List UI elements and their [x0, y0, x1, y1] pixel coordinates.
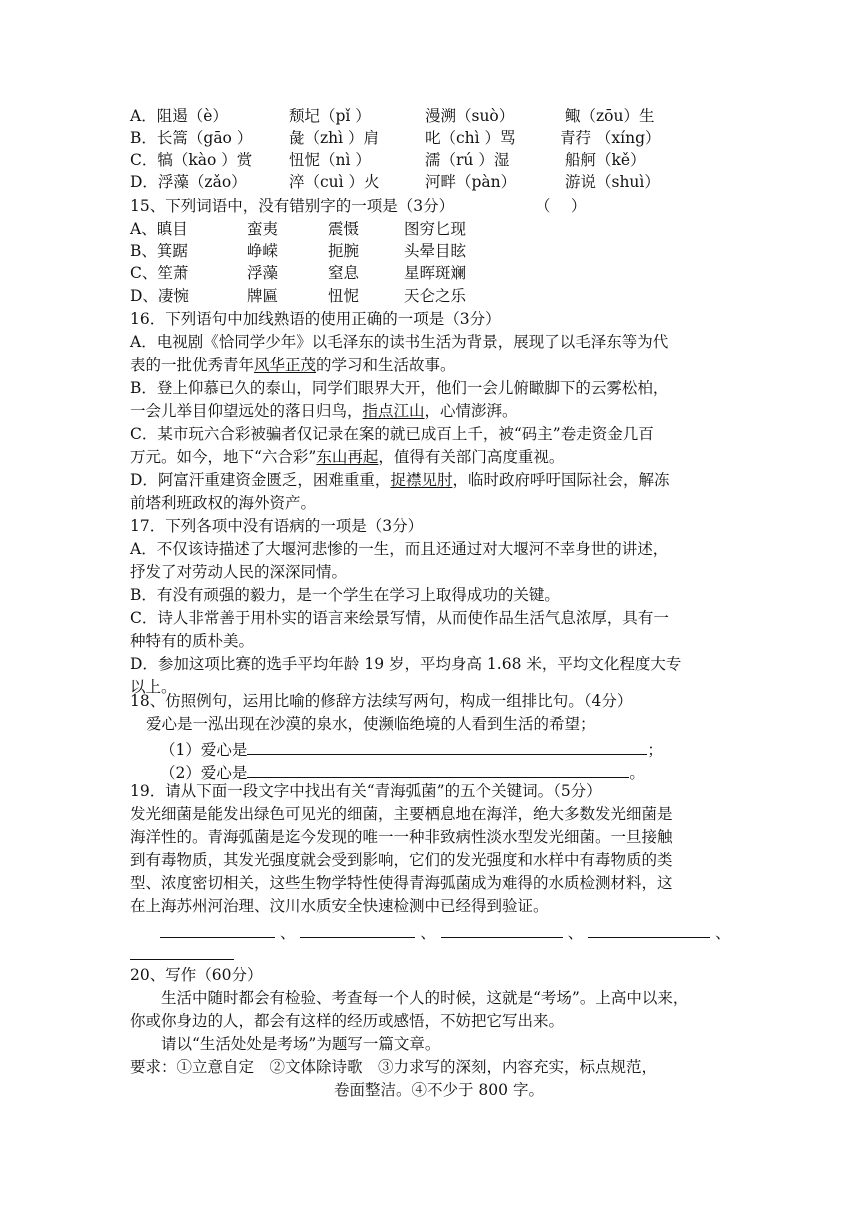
q17-option-b: B．有没有顽强的毅力，是一个学生在学习上取得成功的关键。 — [130, 586, 560, 604]
option-cell: 牌匾 — [247, 287, 279, 305]
keyword-blank[interactable] — [300, 921, 415, 938]
q19-stem: 19．请从下面一段文字中找出有关“青海弧菌”的五个关键词。（5分） — [130, 782, 602, 800]
option-cell: 图穷匕现 — [404, 220, 467, 238]
option-cell: 青荇 （xíng） — [560, 129, 661, 147]
option-cell: 鲰（zōu）生 — [565, 107, 655, 125]
answer-suffix: ； — [647, 741, 663, 759]
q19-passage-line: 在上海苏州河治理、汶川水质安全快速检测中已经得到验证。 — [130, 897, 549, 915]
option-cell: 蛮夷 — [247, 220, 279, 238]
option-cell: D、凄惋 — [130, 287, 189, 305]
text-run: D．阿富汗重建资金匮乏，困难重重， — [130, 471, 391, 489]
option-cell: 河畔（pàn） — [425, 173, 517, 191]
option-cell: A．阻遏（è） — [130, 107, 228, 125]
answer-suffix: 。 — [629, 764, 645, 782]
option-cell: 游说（shuì） — [565, 173, 660, 191]
text-run: ，值得有关部门高度重视。 — [378, 448, 565, 466]
option-cell: 天仑之乐 — [404, 287, 467, 305]
q20-prompt-title: 请以“生活处处是考场”为题写一篇文章。 — [161, 1035, 441, 1053]
keyword-blank[interactable] — [441, 921, 563, 938]
text-run: 的学习和生活故事。 — [316, 356, 456, 374]
answer-prefix: （2）爱心是 — [160, 764, 248, 782]
option-cell: D．浮藻（zǎo） — [130, 173, 247, 191]
underlined-idiom: 捉襟见肘 — [390, 471, 453, 489]
q16-option-c-line2 — [130, 446, 564, 468]
option-cell: 濡（rú ）湿 — [425, 151, 510, 169]
q17-stem: 17．下列各项中没有语病的一项是（3分） — [130, 517, 424, 535]
q18-stem: 18、仿照例句，运用比喻的修辞方法续写两句，构成一组排比句。（4分） — [130, 692, 633, 710]
option-cell: C、笙萧 — [130, 264, 189, 282]
answer-blank[interactable] — [247, 738, 647, 755]
option-cell: 浮藻 — [247, 264, 279, 282]
q17-option-a-line1: A．不仅该诗描述了大堰河悲惨的一生，而且还通过对大堰河不幸身世的讲述， — [130, 540, 669, 558]
option-cell: 船舸（kě） — [565, 151, 646, 169]
answer-prefix: （1）爱心是 — [160, 741, 248, 759]
text-run: ，临时政府呼吁国际社会，解冻 — [452, 471, 670, 489]
option-cell: B、箕踞 — [130, 242, 188, 260]
option-cell: 头晕目眩 — [404, 242, 467, 260]
option-cell: B．长篙（gāo ） — [130, 129, 253, 147]
q20-stem: 20、写作（60分） — [130, 966, 263, 984]
q17-option-c-line2: 种特有的质朴美。 — [130, 632, 255, 650]
q19-keyword-blanks — [160, 921, 731, 944]
text-run: ，心情澎湃。 — [424, 402, 518, 420]
q17-option-d-line2: 以上。 — [130, 678, 177, 696]
q16-option-a-line1: A．电视剧《恰同学少年》以毛泽东的读书生活为背景，展现了以毛泽东等为代 — [130, 333, 669, 351]
underlined-idiom: 指点江山 — [362, 402, 425, 420]
q17-option-a-line2: 抒发了对劳动人民的深深同情。 — [130, 563, 348, 581]
q15-stem — [130, 195, 587, 217]
q16-option-d-line2: 前塔利班政权的海外资产。 — [130, 494, 317, 512]
keyword-blank[interactable] — [160, 921, 275, 938]
option-cell: 峥嵘 — [247, 242, 279, 260]
keyword-blank[interactable] — [588, 921, 710, 938]
option-cell: 扼腕 — [328, 242, 360, 260]
question-stem: 15、下列词语中，没有错别字的一项是（3分） — [130, 197, 455, 215]
q16-stem: 16．下列语句中加线熟语的使用正确的一项是（3分） — [130, 310, 501, 328]
q18-example: 爱心是一泓出现在沙漠的泉水，使濒临绝境的人看到生活的希望； — [146, 715, 596, 733]
option-cell: 窒息 — [328, 264, 360, 282]
q16-option-b-line2 — [130, 400, 518, 422]
answer-blank[interactable] — [247, 761, 629, 778]
underlined-idiom: 东山再起 — [316, 448, 379, 466]
option-cell: 忸怩 — [328, 287, 360, 305]
q16-option-a-line2 — [130, 354, 456, 376]
q17-option-d-line1: D．参加这项比赛的选手平均年龄 19 岁，平均身高 1.68 米，平均文化程度大专 — [130, 655, 682, 673]
option-cell: 淬（cuì ）火 — [289, 173, 380, 191]
option-cell: 星晖斑斓 — [404, 264, 467, 282]
option-cell: 漫溯（suò） — [425, 107, 515, 125]
option-cell: C．犒（kào ）赏 — [130, 151, 253, 169]
option-cell: 颓圮（pǐ ） — [289, 107, 371, 125]
q16-option-d-line1 — [130, 469, 669, 491]
option-cell: A、瞋目 — [130, 220, 188, 238]
keyword-blank[interactable] — [130, 943, 234, 960]
q20-prompt-line: 你或你身边的人，都会有这样的经历或感悟，不妨把它写出来。 — [130, 1012, 565, 1030]
separator: 、 — [567, 924, 584, 942]
answer-paren: （ ） — [535, 197, 587, 215]
option-cell: 叱（chì ）骂 — [425, 129, 516, 147]
q19-passage-line: 发光细菌是能发出绿色可见光的细菌，主要栖息地在海洋，绝大多数发光细菌是 — [130, 805, 673, 823]
option-cell: 忸怩（nì ） — [289, 151, 371, 169]
q20-requirements-line2: 卷面整洁。④不少于 800 字。 — [334, 1081, 544, 1099]
q20-prompt-line: 生活中随时都会有检验、考查每一个人的时候，这就是“考场”。上高中以来， — [161, 989, 689, 1007]
underlined-idiom: 风华正茂 — [254, 356, 317, 374]
q16-option-c-line1: C．某市玩六合彩被骗者仅记录在案的就已成百上千，被“码主”卷走资金几百 — [130, 425, 654, 443]
option-cell: 震慑 — [328, 220, 360, 238]
separator: 、 — [279, 924, 296, 942]
option-cell: 彘（zhì ）肩 — [289, 129, 380, 147]
text-run: 一会儿举目仰望远处的落日归鸟， — [130, 402, 363, 420]
text-run: 表的一批优秀青年 — [130, 356, 255, 374]
q17-option-c-line1: C．诗人非常善于用朴实的语言来绘景写情，从而使作品生活气息浓厚，具有一 — [130, 609, 669, 627]
separator: 、 — [715, 924, 731, 942]
q19-keyword-blank-last — [130, 943, 234, 966]
q18-answer-line-1 — [160, 738, 663, 761]
q19-passage-line: 到有毒物质，其发光强度就会受到影响，它们的发光强度和水样中有毒物质的类 — [130, 851, 673, 869]
q19-passage-line: 型、浓度密切相关，这些生物学特性使得青海弧菌成为难得的水质检测材料，这 — [130, 874, 673, 892]
separator: 、 — [420, 924, 436, 942]
q19-passage-line: 海洋性的。青海弧菌是迄今发现的唯一一种非致病性淡水型发光细菌。一旦接触 — [130, 828, 673, 846]
q20-requirements-line1: 要求：①立意自定 ②文体除诗歌 ③力求写的深刻，内容充实，标点规范， — [130, 1058, 658, 1076]
q16-option-b-line1: B．登上仰慕已久的泰山，同学们眼界大开，他们一会儿俯瞰脚下的云雾松柏， — [130, 379, 669, 397]
text-run: 万元。如今，地下“六合彩” — [130, 448, 317, 466]
